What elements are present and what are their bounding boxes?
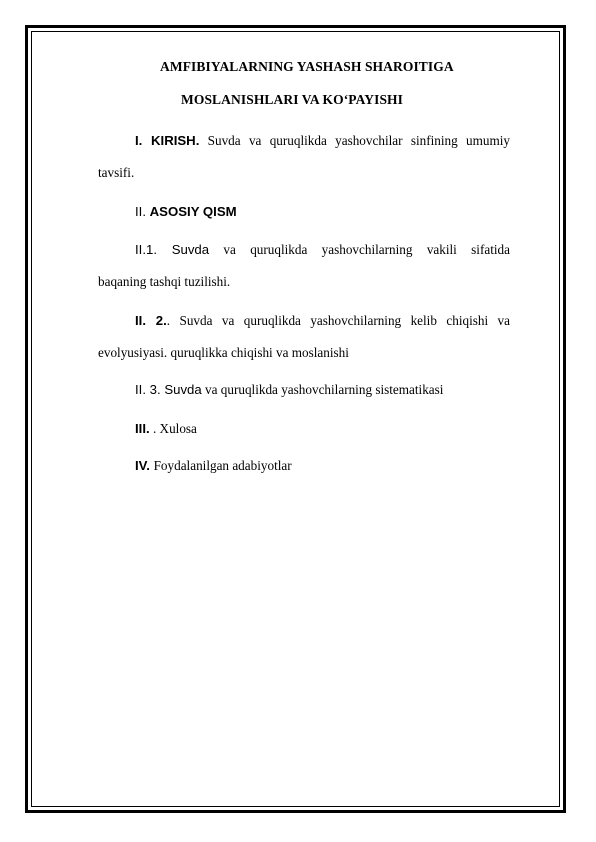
toc-item-references-prefix: IV. (135, 458, 154, 473)
toc-item-2-2-prefix: II. 2. (135, 313, 167, 328)
document-title-line-1: AMFIBIYALARNING YASHASH SHAROITIGA (160, 59, 454, 74)
toc-item-2-2-text: . Suvda va quruqlikda yashovchilarning kelib chiqishi va (166, 313, 510, 328)
toc-item-introduction-prefix: I. KIRISH. (135, 133, 200, 148)
document-title-line-2: MOSLANISHLARI VA KO‘PAYISHI (181, 92, 404, 107)
toc-item-main-part (135, 204, 237, 220)
toc-item-2-1 (135, 242, 510, 258)
toc-item-2-3 (135, 382, 443, 398)
toc-item-main-part-prefix: II. (135, 204, 150, 219)
toc-item-introduction-text: Suvda va quruqlikda yashovchilar sinfining umumiy (199, 133, 510, 148)
toc-item-2-1-prefix: II.1. (135, 242, 172, 257)
toc-item-introduction-continuation: tavsifi. (98, 165, 135, 180)
toc-item-references-text: Foydalanilgan adabiyotlar (153, 458, 292, 473)
toc-item-conclusion-text: . Xulosa (149, 421, 197, 436)
toc-item-2-3-prefix: II. 3. (135, 382, 165, 397)
toc-item-2-1-continuation: baqaning tashqi tuzilishi. (98, 274, 231, 289)
toc-item-2-1-text: va quruqlikda yashovchilarning vakili sifatida (209, 242, 510, 257)
toc-item-2-2 (135, 313, 510, 329)
toc-item-main-part-text: ASOSIY QISM (149, 204, 237, 219)
toc-item-2-3-word: Suvda (164, 382, 202, 397)
toc-item-2-3-text: va quruqlikda yashovchilarning sistematikasi (201, 382, 444, 397)
toc-item-conclusion-prefix: III. (135, 421, 150, 436)
toc-item-references (135, 458, 292, 474)
toc-item-introduction (135, 133, 510, 149)
toc-item-2-1-word: Suvda (171, 242, 210, 257)
toc-item-2-2-continuation: evolyusiyasi. quruqlikka chiqishi va moslanishi (98, 345, 349, 360)
toc-item-conclusion (135, 421, 197, 437)
